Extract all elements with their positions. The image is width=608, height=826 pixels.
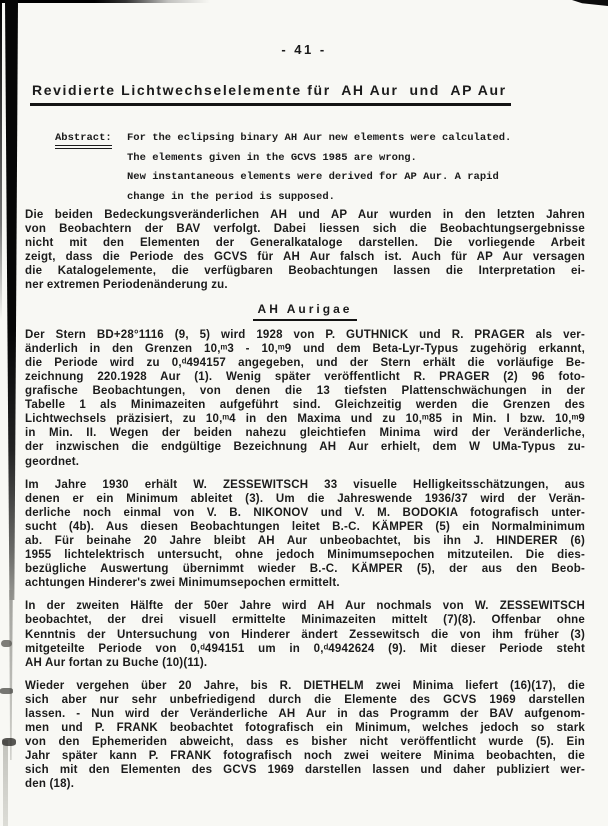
text-line: mitgeteilte Periode von 0,ᵈ494151 um in 0,ᵈ4942624 (9). Mit dieser Periode steht: [25, 642, 585, 655]
body-paragraph: [25, 599, 585, 669]
text-line: grafische Beobachtungen, von denen die 13 tiefsten Plattenschwächungen in der: [25, 385, 585, 398]
text-line: die Katalogelemente, die verfügbaren Beobachtungen lassen die Interpretation ei-: [25, 265, 585, 278]
text-line: zeigt, dass die Periode des GCVS für AH Aur falsch ist. Auch für AP Aur versagen: [25, 251, 585, 264]
title-wrap: [30, 82, 578, 106]
abstract-label: [55, 129, 117, 207]
document-body: [25, 208, 585, 801]
scan-edge-top: [0, 0, 210, 3]
intro-paragraph: [25, 208, 585, 293]
text-line: Im Jahre 1930 erhält W. ZESSEWITSCH 33 visuelle Helligkeitsschätzungen, aus: [25, 478, 585, 491]
text-line: Kenntnis der Untersuchung von Hinderer ändert Zessewitsch die von ihm früher (3): [25, 628, 585, 641]
text-line: sich aber nur sehr unbefriedigend durch die Elemente des GCVS 1969 darstellen: [25, 693, 585, 706]
section-heading: [25, 302, 585, 321]
abstract-label-text: Abstract:: [55, 132, 112, 149]
text-line: The elements given in the GCVS 1985 are wrong.: [127, 151, 417, 164]
text-line: change in the period is supposed.: [127, 190, 335, 203]
text-line: bezügliche Auswertung übernimmt wieder B.-C. KÄMPER (5), der aus den Beob-: [25, 563, 585, 576]
text-line: For the eclipsing binary AH Aur new elements were calculated.: [127, 132, 512, 144]
text-line: Der Stern BD+28°1116 (9, 5) wird 1928 von P. GUTHNICK und R. PRAGER als ver-: [25, 328, 585, 341]
text-line: AH Aur fortan zu Buche (10)(11).: [25, 656, 208, 669]
body-paragraph: [25, 478, 585, 591]
text-line: Die beiden Bedeckungsveränderlichen AH und AP Aur wurden in den letzten Jahren: [25, 209, 585, 221]
text-line: ner extremen Periodenänderung zu.: [25, 279, 228, 292]
text-line: beobachtet, der drei visuell ermittelte Minimazeiten mittelt (7)(8). Offenbar ohne: [25, 614, 585, 627]
scan-corner-top-right: [572, 0, 608, 6]
text-line: Lichtwechsels präzisiert, zu 10,ᵐ4 in den Maxima und zu 10,ᵐ85 in Min. I bzw. 10,ᵐ9: [25, 413, 585, 426]
text-line: zeichnung 220.1928 Aur (1). Wenig später veröffentlicht R. PRAGER (2) 96 foto-: [25, 370, 585, 383]
text-line: Jahr später kann P. FRANK fotografisch noch zwei weitere Minima beobachten, die: [25, 750, 585, 763]
abstract-text: [127, 129, 525, 207]
text-line: 1955 lichtelektrisch untersucht, ohne jedoch Minimumsepochen mitzuteilen. Die dies-: [25, 549, 585, 562]
text-line: die Periode wird zu 0,ᵈ494157 angegeben, und der Stern erhält die vorläufige Be-: [25, 356, 585, 369]
text-line: ab. Für beinahe 20 Jahre bleibt AH Aur unbeobachtet, bis ihn J. HINDERER (6): [25, 534, 585, 547]
text-line: von den Ephemeriden abweicht, dass es bisher nicht veröffentlicht wurde (5). Ein: [25, 736, 585, 749]
text-line: sucht (4b). Aus diesen Beobachtungen leitet B.-C. KÄMPER (5) ein Normalminimum: [25, 520, 585, 533]
text-line: nicht mit den Elementen der Generalkataloge darstellen. Die vorliegende Arbeit: [25, 237, 585, 250]
section-heading-text: AH Aurigae: [253, 302, 358, 321]
abstract-block: [55, 129, 525, 207]
scan-binding-bar-tail: [8, 590, 14, 760]
text-line: achtungen Hinderer's zwei Minimumsepochen ermittelt.: [25, 577, 340, 590]
scan-streak-bottom-left: [3, 740, 8, 826]
text-line: New instantaneous elements were derived for AP Aur. A rapid: [127, 171, 499, 183]
text-line: Wieder vergehen über 20 Jahre, bis R. DIETHELM zwei Minima liefert (16)(17), die: [25, 679, 585, 692]
text-line: men und P. FRANK beobachtet fotografisch ein Minimum, welches jedoch so stark: [25, 722, 585, 735]
scan-binding-bar: [5, 0, 18, 600]
text-line: der inzwischen die endgültige Bezeichnung AH Aur erhielt, dem W UMa-Typus zu-: [25, 441, 585, 454]
scan-margin-mark: [0, 688, 13, 694]
text-line: lassen. - Nun wird der Veränderliche AH Aur in das Programm der BAV aufgenom-: [25, 708, 585, 720]
page-number: - 41 -: [281, 42, 327, 57]
body-paragraph: [25, 679, 585, 792]
text-line: von Beobachtern der BAV verfolgt. Dabei liessen sich die Beobachtungsergebnisse: [25, 223, 585, 236]
text-line: In der zweiten Hälfte der 50er Jahre wird AH Aur nochmals von W. ZESSEWITSCH: [25, 600, 585, 613]
text-line: denen er ein Minimum ableitet (3). Um die Jahreswende 1936/37 wird der Verän-: [25, 492, 585, 505]
text-line: änderlich in den Grenzen 10,ᵐ3 - 10,ᵐ9 und dem Beta-Lyr-Typus zugehörig erkannt,: [25, 342, 585, 355]
scan-margin-mark: [2, 738, 16, 746]
scan-margin-mark: [1, 640, 12, 647]
text-line: Tabelle 1 als Minimazeiten aufgeführt sind. Gleichzeitig werden die Grenzen des: [25, 399, 585, 412]
article-title: Revidierte Lichtwechselelemente für AH Aur und AP Aur: [30, 82, 511, 106]
text-line: sich mit den Elementen des GCVS 1969 darstellen lassen und daher publiziert wer-: [25, 764, 585, 777]
text-line: in Min. II. Wegen der beiden nahezu gleichtiefen Minima wird der Veränderliche,: [25, 427, 585, 440]
body-paragraph: [25, 328, 585, 469]
text-line: den (18).: [25, 778, 75, 791]
text-line: geordnet.: [25, 455, 80, 468]
text-line: derliche noch einmal von V. B. NIKONOV und V. M. BODOKIA fotografisch unter-: [25, 506, 585, 519]
